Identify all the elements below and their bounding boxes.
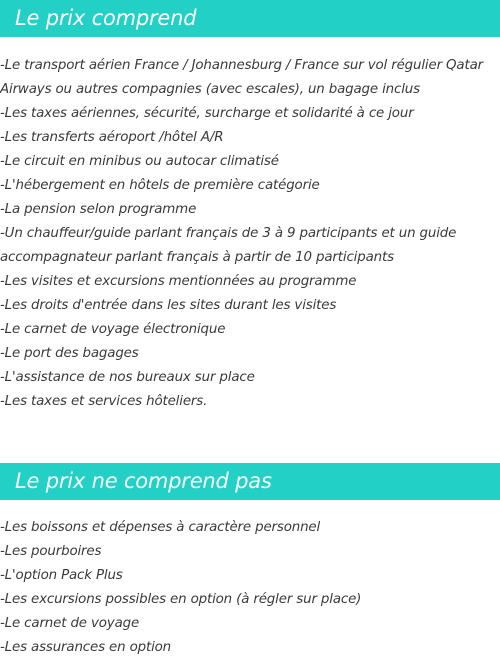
list-item: -Les visites et excursions mentionnées au programme — [0, 274, 357, 289]
section-header-excluded: Le prix ne comprend pas — [0, 463, 500, 500]
list-item: -Les transferts aéroport /hôtel A/R — [0, 130, 224, 145]
list-item: -Le circuit en minibus ou autocar climatisé — [0, 154, 279, 169]
excluded-list — [0, 516, 500, 660]
list-item: -La pension selon programme — [0, 202, 197, 217]
list-item: -Le port des bagages — [0, 346, 139, 361]
list-item: -Les droits d'entrée dans les sites durant les visites — [0, 298, 337, 313]
included-list — [0, 54, 500, 414]
list-item: -Un chauffeur/guide parlant français de 3 à 9 participants et un guide — [0, 226, 457, 241]
list-item: -L'assistance de nos bureaux sur place — [0, 370, 255, 385]
list-item: -L'option Pack Plus — [0, 568, 123, 583]
list-item: Airways ou autres compagnies (avec escales), un bagage inclus — [0, 82, 420, 97]
list-item: -Le transport aérien France / Johannesburg / France sur vol régulier Qatar — [0, 58, 483, 73]
list-item: accompagnateur parlant français à partir de 10 participants — [0, 250, 394, 265]
list-item: -Les taxes aériennes, sécurité, surcharge et solidarité à ce jour — [0, 106, 414, 121]
list-item: -Le carnet de voyage — [0, 616, 140, 631]
list-item: -Les excursions possibles en option (à régler sur place) — [0, 592, 362, 607]
list-item: -Les boissons et dépenses à caractère personnel — [0, 520, 321, 535]
list-item: -Les assurances en option — [0, 640, 172, 655]
section-header-included: Le prix comprend — [0, 0, 500, 37]
list-item: -Les taxes et services hôteliers. — [0, 394, 208, 409]
list-item: -Le carnet de voyage électronique — [0, 322, 226, 337]
list-item: -L'hébergement en hôtels de première catégorie — [0, 178, 320, 193]
list-item: -Les pourboires — [0, 544, 102, 559]
